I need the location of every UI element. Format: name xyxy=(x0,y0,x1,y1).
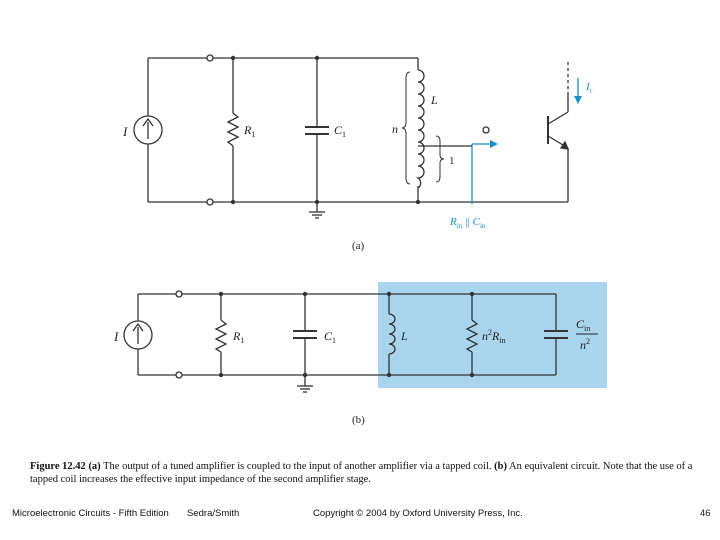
b-n2rin-r: R xyxy=(492,329,500,343)
a-tap-arrow xyxy=(472,78,582,204)
a-terminal-bottom xyxy=(207,199,213,205)
b-r1-label: R xyxy=(233,329,241,343)
svg-text:R1 xyxy=(243,123,255,139)
b-cin-den: n xyxy=(580,338,586,352)
b-c1-sub: 1 xyxy=(332,336,337,345)
b-n2rin-n: n xyxy=(482,329,488,343)
a-base-terminal xyxy=(483,127,489,133)
a-c1-sub: 1 xyxy=(342,130,347,139)
svg-text:Ir xyxy=(585,81,593,95)
b-panel-label: (b) xyxy=(352,414,365,426)
a-cin-label: C xyxy=(472,216,480,228)
svg-text:L xyxy=(400,329,408,343)
svg-text:n xyxy=(392,122,398,136)
a-coil-l xyxy=(418,70,424,188)
a-brace-1 xyxy=(436,136,444,182)
a-n-label: n xyxy=(392,122,398,136)
svg-text:(b) xyxy=(352,414,365,426)
svg-text:I xyxy=(113,329,119,344)
b-terminal-bottom xyxy=(176,372,182,378)
a-c1-label: C xyxy=(334,123,343,137)
a-ir-sub: r xyxy=(589,87,593,95)
caption-figure-no: Figure 12.42 xyxy=(30,461,86,472)
svg-text:(a) xyxy=(352,240,365,252)
b-n2rin-sub: in xyxy=(499,336,506,345)
footer-copyright: Copyright © 2004 by Oxford University Press, Inc. xyxy=(313,508,523,519)
a-one-label: 1 xyxy=(449,155,455,167)
a-ir-label: I xyxy=(586,81,590,93)
b-r1-sub: 1 xyxy=(240,336,245,345)
a-parallel: || xyxy=(465,216,470,228)
b-c1-label: C xyxy=(324,329,333,343)
a-r1-sub: 1 xyxy=(251,130,256,139)
b-cin-num: C xyxy=(576,317,585,331)
a-source-label: I xyxy=(123,124,128,139)
svg-text:C1 xyxy=(334,123,346,139)
b-resistor-r1 xyxy=(216,320,226,352)
footer-authors: Sedra/Smith xyxy=(187,508,240,519)
svg-text:1 xyxy=(449,155,455,167)
svg-text:C1 xyxy=(324,329,336,345)
figure-a xyxy=(134,55,568,218)
footer-book-title: Microelectronic Circuits - Fifth Edition xyxy=(12,508,169,519)
caption-part-b: (b) xyxy=(494,461,507,472)
b-terminal-top xyxy=(176,291,182,297)
a-cin-sub: in xyxy=(479,222,486,230)
a-rin-sub: in xyxy=(456,222,463,230)
a-panel-label: (a) xyxy=(352,240,365,252)
a-rin-label: R xyxy=(450,216,457,228)
figure-caption xyxy=(30,460,695,486)
b-cin-den-sup: 2 xyxy=(586,337,590,346)
caption-text-b: An equivalent circuit. Note that the use of a tapped coil increases the effective input impedance of the second amplifier stage. xyxy=(30,461,693,485)
svg-text:I xyxy=(122,124,128,139)
caption-part-a: (a) xyxy=(88,461,101,472)
b-source-label: I xyxy=(114,329,119,344)
svg-text:R1 xyxy=(232,329,244,345)
b-cin-num-sub: in xyxy=(584,324,591,333)
a-terminal-top xyxy=(207,55,213,61)
a-r1-label: R xyxy=(244,123,252,137)
a-brace-n xyxy=(402,72,410,184)
svg-text:Rin||Cin xyxy=(449,216,486,230)
svg-text:L xyxy=(430,93,438,107)
a-resistor-r1 xyxy=(228,113,238,146)
a-l-label: L xyxy=(431,93,438,107)
b-l-label: L xyxy=(401,329,408,343)
b-n2rin-sup: 2 xyxy=(488,328,492,337)
footer-page-number: 46 xyxy=(700,508,711,519)
caption-text-a: The output of a tuned amplifier is coupled to the input of another amplifier via a tapped coil. xyxy=(103,461,492,472)
